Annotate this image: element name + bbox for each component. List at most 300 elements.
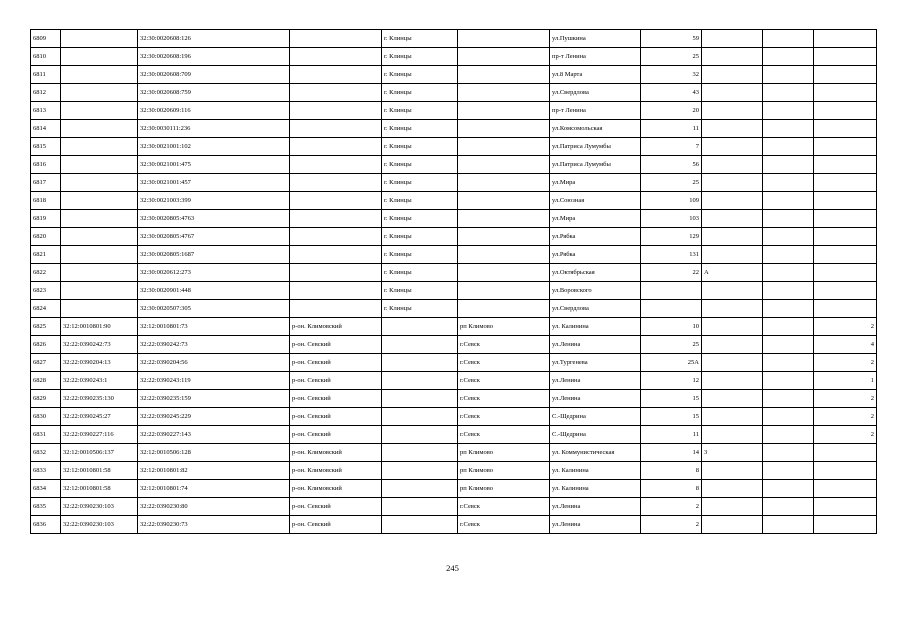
old-cadastral-cell: 32:22:0390227:116 (61, 426, 138, 444)
row-number-cell: 6817 (31, 174, 61, 192)
quantity-cell: 2 (814, 426, 877, 444)
quantity-cell: 2 (814, 390, 877, 408)
house-number-cell: 25 (641, 336, 702, 354)
row-number-cell: 6825 (31, 318, 61, 336)
block-cell (702, 480, 763, 498)
house-number-cell: 129 (641, 228, 702, 246)
block-cell (702, 336, 763, 354)
house-number-cell: 10 (641, 318, 702, 336)
table-row (31, 516, 877, 534)
house-number-cell: 131 (641, 246, 702, 264)
locality-cell (382, 390, 458, 408)
house-number-cell: 25А (641, 354, 702, 372)
block-cell (702, 210, 763, 228)
old-cadastral-cell: 32:22:0390230:103 (61, 516, 138, 534)
settlement-cell: рп Климово (458, 480, 550, 498)
old-cadastral-cell (61, 228, 138, 246)
house-number-cell: 7 (641, 138, 702, 156)
old-cadastral-cell: 32:12:0010506:137 (61, 444, 138, 462)
street-cell: ул. Коммунистическая (550, 444, 641, 462)
house-number-cell: 56 (641, 156, 702, 174)
street-cell: ул.Тургенева (550, 354, 641, 372)
district-cell (290, 192, 382, 210)
apartment-cell (763, 480, 814, 498)
cadastral-number-cell: 32:12:0010801:82 (138, 462, 290, 480)
apartment-cell (763, 48, 814, 66)
row-number-cell: 6820 (31, 228, 61, 246)
settlement-cell: г.Севск (458, 336, 550, 354)
street-cell: ул.Свердлова (550, 84, 641, 102)
table-row (31, 66, 877, 84)
quantity-cell (814, 444, 877, 462)
locality-cell: г. Клинцы (382, 192, 458, 210)
cadastral-number-cell: 32:30:0020901:448 (138, 282, 290, 300)
quantity-cell (814, 120, 877, 138)
settlement-cell (458, 246, 550, 264)
cadastral-number-cell: 32:22:0390245:229 (138, 408, 290, 426)
locality-cell: г. Клинцы (382, 174, 458, 192)
table-row (31, 84, 877, 102)
locality-cell (382, 426, 458, 444)
cadastral-number-cell: 32:30:0020608:759 (138, 84, 290, 102)
row-number-cell: 6809 (31, 30, 61, 48)
street-cell: пр-т Ленина (550, 48, 641, 66)
district-cell: р-он. Севский (290, 516, 382, 534)
old-cadastral-cell: 32:22:0390245:27 (61, 408, 138, 426)
house-number-cell (641, 282, 702, 300)
block-cell (702, 516, 763, 534)
settlement-cell (458, 210, 550, 228)
row-number-cell: 6822 (31, 264, 61, 282)
table-row (31, 30, 877, 48)
row-number-cell: 6821 (31, 246, 61, 264)
settlement-cell (458, 120, 550, 138)
district-cell (290, 282, 382, 300)
district-cell (290, 228, 382, 246)
row-number-cell: 6814 (31, 120, 61, 138)
cadastral-number-cell: 32:22:0390235:159 (138, 390, 290, 408)
quantity-cell (814, 30, 877, 48)
house-number-cell: 14 (641, 444, 702, 462)
block-cell (702, 102, 763, 120)
settlement-cell: г.Севск (458, 426, 550, 444)
locality-cell: г. Клинцы (382, 228, 458, 246)
district-cell: р-он. Климовский (290, 462, 382, 480)
row-number-cell: 6829 (31, 390, 61, 408)
cadastral-number-cell: 32:12:0010801:74 (138, 480, 290, 498)
settlement-cell (458, 84, 550, 102)
locality-cell (382, 498, 458, 516)
quantity-cell (814, 300, 877, 318)
settlement-cell (458, 138, 550, 156)
block-cell (702, 408, 763, 426)
table-row (31, 300, 877, 318)
block-cell (702, 30, 763, 48)
table-row (31, 444, 877, 462)
cadastral-number-cell: 32:30:0021001:457 (138, 174, 290, 192)
old-cadastral-cell: 32:22:0390243:1 (61, 372, 138, 390)
apartment-cell (763, 228, 814, 246)
street-cell: ул.Ленина (550, 516, 641, 534)
quantity-cell (814, 156, 877, 174)
quantity-cell: 2 (814, 354, 877, 372)
old-cadastral-cell: 32:12:0010801:58 (61, 480, 138, 498)
cadastral-number-cell: 32:30:0020609:116 (138, 102, 290, 120)
cadastral-number-cell: 32:22:0390227:143 (138, 426, 290, 444)
quantity-cell (814, 210, 877, 228)
locality-cell: г. Клинцы (382, 156, 458, 174)
block-cell (702, 462, 763, 480)
quantity-cell (814, 462, 877, 480)
apartment-cell (763, 282, 814, 300)
block-cell (702, 48, 763, 66)
quantity-cell (814, 228, 877, 246)
apartment-cell (763, 30, 814, 48)
locality-cell: г. Клинцы (382, 48, 458, 66)
row-number-cell: 6833 (31, 462, 61, 480)
settlement-cell: г.Севск (458, 516, 550, 534)
row-number-cell: 6830 (31, 408, 61, 426)
quantity-cell: 2 (814, 408, 877, 426)
block-cell (702, 372, 763, 390)
table-row (31, 246, 877, 264)
cadastral-number-cell: 32:30:0021001:475 (138, 156, 290, 174)
cadastral-number-cell: 32:30:0020805:4767 (138, 228, 290, 246)
block-cell: А (702, 264, 763, 282)
house-number-cell: 12 (641, 372, 702, 390)
district-cell (290, 66, 382, 84)
quantity-cell (814, 480, 877, 498)
row-number-cell: 6813 (31, 102, 61, 120)
cadastral-number-cell: 32:30:0020805:1687 (138, 246, 290, 264)
row-number-cell: 6831 (31, 426, 61, 444)
apartment-cell (763, 156, 814, 174)
locality-cell: г. Клинцы (382, 30, 458, 48)
apartment-cell (763, 138, 814, 156)
block-cell (702, 120, 763, 138)
quantity-cell (814, 192, 877, 210)
district-cell: р-он. Севский (290, 498, 382, 516)
settlement-cell (458, 300, 550, 318)
old-cadastral-cell (61, 264, 138, 282)
block-cell (702, 192, 763, 210)
table-row (31, 228, 877, 246)
table-row (31, 318, 877, 336)
settlement-cell (458, 48, 550, 66)
cadastral-number-cell: 32:22:0390230:73 (138, 516, 290, 534)
locality-cell: г. Клинцы (382, 138, 458, 156)
block-cell (702, 138, 763, 156)
row-number-cell: 6810 (31, 48, 61, 66)
street-cell: ул. Калинина (550, 462, 641, 480)
street-cell: ул.Мира (550, 210, 641, 228)
row-number-cell: 6824 (31, 300, 61, 318)
locality-cell: г. Клинцы (382, 66, 458, 84)
house-number-cell: 43 (641, 84, 702, 102)
cadastral-number-cell: 32:30:0021003:399 (138, 192, 290, 210)
district-cell (290, 102, 382, 120)
cadastral-number-cell: 32:22:0390242:73 (138, 336, 290, 354)
block-cell (702, 300, 763, 318)
old-cadastral-cell (61, 192, 138, 210)
street-cell: ул.Ленина (550, 498, 641, 516)
district-cell: р-он. Севский (290, 426, 382, 444)
table-row (31, 282, 877, 300)
old-cadastral-cell: 32:22:0390204:13 (61, 354, 138, 372)
street-cell: ул.Пушкина (550, 30, 641, 48)
old-cadastral-cell: 32:12:0010801:58 (61, 462, 138, 480)
table-row (31, 156, 877, 174)
quantity-cell (814, 246, 877, 264)
old-cadastral-cell (61, 282, 138, 300)
street-cell: ул.Рябка (550, 228, 641, 246)
quantity-cell (814, 102, 877, 120)
apartment-cell (763, 408, 814, 426)
registry-table-body (31, 30, 877, 534)
apartment-cell (763, 102, 814, 120)
apartment-cell (763, 318, 814, 336)
district-cell: р-он. Севский (290, 336, 382, 354)
old-cadastral-cell (61, 246, 138, 264)
street-cell: ул.8 Марта (550, 66, 641, 84)
table-row (31, 102, 877, 120)
locality-cell (382, 372, 458, 390)
locality-cell (382, 354, 458, 372)
street-cell: С.-Щедрина (550, 426, 641, 444)
table-row (31, 120, 877, 138)
block-cell (702, 66, 763, 84)
settlement-cell (458, 174, 550, 192)
house-number-cell: 11 (641, 120, 702, 138)
locality-cell: г. Клинцы (382, 210, 458, 228)
locality-cell (382, 318, 458, 336)
quantity-cell (814, 282, 877, 300)
quantity-cell (814, 264, 877, 282)
old-cadastral-cell (61, 30, 138, 48)
locality-cell: г. Клинцы (382, 282, 458, 300)
block-cell (702, 246, 763, 264)
locality-cell: г. Клинцы (382, 264, 458, 282)
row-number-cell: 6835 (31, 498, 61, 516)
block-cell (702, 228, 763, 246)
quantity-cell (814, 48, 877, 66)
district-cell: р-он. Климовский (290, 480, 382, 498)
apartment-cell (763, 354, 814, 372)
row-number-cell: 6827 (31, 354, 61, 372)
apartment-cell (763, 498, 814, 516)
apartment-cell (763, 300, 814, 318)
old-cadastral-cell (61, 300, 138, 318)
row-number-cell: 6828 (31, 372, 61, 390)
row-number-cell: 6818 (31, 192, 61, 210)
block-cell (702, 282, 763, 300)
quantity-cell (814, 66, 877, 84)
old-cadastral-cell (61, 210, 138, 228)
district-cell: р-он. Севский (290, 372, 382, 390)
settlement-cell (458, 228, 550, 246)
row-number-cell: 6823 (31, 282, 61, 300)
quantity-cell (814, 498, 877, 516)
street-cell: ул.Союзная (550, 192, 641, 210)
block-cell (702, 498, 763, 516)
street-cell: ул. Калинина (550, 480, 641, 498)
settlement-cell (458, 30, 550, 48)
district-cell (290, 30, 382, 48)
block-cell (702, 390, 763, 408)
settlement-cell (458, 156, 550, 174)
district-cell: р-он. Климовский (290, 318, 382, 336)
street-cell: ул.Октябрьская (550, 264, 641, 282)
table-row (31, 372, 877, 390)
old-cadastral-cell (61, 102, 138, 120)
settlement-cell: рп Климово (458, 444, 550, 462)
table-row (31, 210, 877, 228)
row-number-cell: 6816 (31, 156, 61, 174)
settlement-cell: г.Севск (458, 408, 550, 426)
cadastral-number-cell: 32:30:0020608:709 (138, 66, 290, 84)
settlement-cell: г.Севск (458, 390, 550, 408)
locality-cell (382, 336, 458, 354)
quantity-cell (814, 174, 877, 192)
street-cell: ул.Ленина (550, 336, 641, 354)
block-cell (702, 156, 763, 174)
house-number-cell: 8 (641, 462, 702, 480)
locality-cell (382, 516, 458, 534)
settlement-cell: г.Севск (458, 372, 550, 390)
old-cadastral-cell: 32:22:0390242:73 (61, 336, 138, 354)
row-number-cell: 6826 (31, 336, 61, 354)
table-row (31, 174, 877, 192)
settlement-cell: г.Севск (458, 354, 550, 372)
table-row (31, 480, 877, 498)
district-cell (290, 210, 382, 228)
house-number-cell: 8 (641, 480, 702, 498)
locality-cell (382, 408, 458, 426)
table-row (31, 354, 877, 372)
apartment-cell (763, 462, 814, 480)
apartment-cell (763, 174, 814, 192)
house-number-cell: 15 (641, 408, 702, 426)
row-number-cell: 6815 (31, 138, 61, 156)
district-cell (290, 246, 382, 264)
apartment-cell (763, 336, 814, 354)
settlement-cell (458, 264, 550, 282)
cadastral-number-cell: 32:30:0020608:126 (138, 30, 290, 48)
apartment-cell (763, 372, 814, 390)
cadastral-number-cell: 32:30:0030111:236 (138, 120, 290, 138)
old-cadastral-cell (61, 174, 138, 192)
district-cell (290, 174, 382, 192)
settlement-cell (458, 282, 550, 300)
district-cell: р-он. Севский (290, 390, 382, 408)
street-cell: ул.Рябка (550, 246, 641, 264)
house-number-cell: 2 (641, 498, 702, 516)
house-number-cell: 11 (641, 426, 702, 444)
table-row (31, 462, 877, 480)
cadastral-number-cell: 32:30:0020608:196 (138, 48, 290, 66)
district-cell (290, 138, 382, 156)
house-number-cell (641, 300, 702, 318)
district-cell (290, 48, 382, 66)
apartment-cell (763, 210, 814, 228)
house-number-cell: 25 (641, 174, 702, 192)
apartment-cell (763, 444, 814, 462)
quantity-cell (814, 138, 877, 156)
old-cadastral-cell: 32:22:0390235:130 (61, 390, 138, 408)
quantity-cell: 1 (814, 372, 877, 390)
locality-cell (382, 444, 458, 462)
row-number-cell: 6834 (31, 480, 61, 498)
table-row (31, 336, 877, 354)
quantity-cell (814, 516, 877, 534)
street-cell: пр-т Ленина (550, 102, 641, 120)
street-cell: ул. Калинина (550, 318, 641, 336)
locality-cell: г. Клинцы (382, 246, 458, 264)
old-cadastral-cell: 32:12:0010801:90 (61, 318, 138, 336)
quantity-cell: 4 (814, 336, 877, 354)
old-cadastral-cell (61, 120, 138, 138)
street-cell: ул.Ленина (550, 372, 641, 390)
street-cell: ул.Мира (550, 174, 641, 192)
old-cadastral-cell (61, 48, 138, 66)
apartment-cell (763, 426, 814, 444)
row-number-cell: 6832 (31, 444, 61, 462)
cadastral-number-cell: 32:30:0020805:4763 (138, 210, 290, 228)
apartment-cell (763, 264, 814, 282)
street-cell: ул.Патриса Лумумбы (550, 138, 641, 156)
table-row (31, 48, 877, 66)
house-number-cell: 2 (641, 516, 702, 534)
settlement-cell: г.Севск (458, 498, 550, 516)
street-cell: ул.Свердлова (550, 300, 641, 318)
district-cell: р-он. Севский (290, 354, 382, 372)
table-row (31, 192, 877, 210)
locality-cell (382, 480, 458, 498)
cadastral-number-cell: 32:12:0010801:73 (138, 318, 290, 336)
apartment-cell (763, 246, 814, 264)
table-row (31, 408, 877, 426)
old-cadastral-cell (61, 84, 138, 102)
district-cell (290, 84, 382, 102)
apartment-cell (763, 516, 814, 534)
locality-cell: г. Клинцы (382, 102, 458, 120)
house-number-cell: 103 (641, 210, 702, 228)
old-cadastral-cell (61, 156, 138, 174)
street-cell: С.-Щедрина (550, 408, 641, 426)
apartment-cell (763, 192, 814, 210)
settlement-cell (458, 102, 550, 120)
row-number-cell: 6811 (31, 66, 61, 84)
table-row (31, 264, 877, 282)
district-cell: р-он. Климовский (290, 444, 382, 462)
block-cell (702, 84, 763, 102)
cadastral-number-cell: 32:30:0020612:273 (138, 264, 290, 282)
block-cell (702, 174, 763, 192)
house-number-cell: 22 (641, 264, 702, 282)
block-cell: 3 (702, 444, 763, 462)
row-number-cell: 6819 (31, 210, 61, 228)
district-cell (290, 120, 382, 138)
settlement-cell (458, 192, 550, 210)
old-cadastral-cell (61, 66, 138, 84)
street-cell: ул.Патриса Лумумбы (550, 156, 641, 174)
old-cadastral-cell (61, 138, 138, 156)
house-number-cell: 32 (641, 66, 702, 84)
street-cell: ул.Ленина (550, 390, 641, 408)
cadastral-number-cell: 32:22:0390204:56 (138, 354, 290, 372)
row-number-cell: 6812 (31, 84, 61, 102)
row-number-cell: 6836 (31, 516, 61, 534)
